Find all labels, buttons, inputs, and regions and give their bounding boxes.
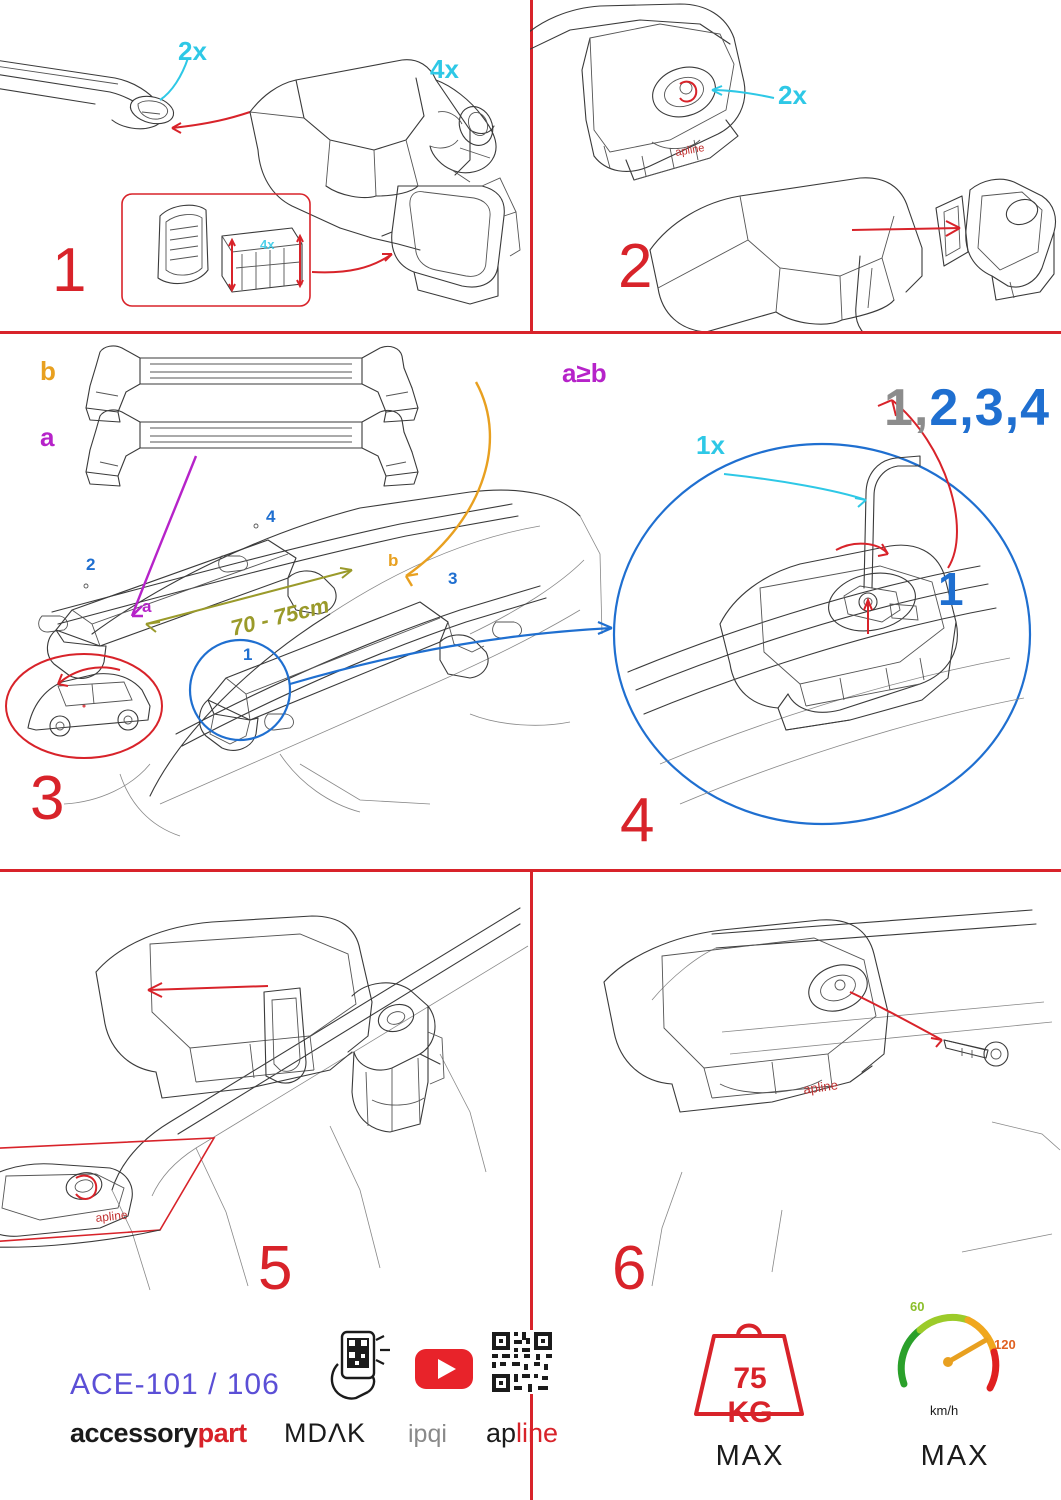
gauge-min-label: 60 — [910, 1299, 925, 1314]
bar-label-a: a — [40, 422, 55, 452]
qr-code-icon[interactable] — [490, 1330, 554, 1394]
brand-apline: apline — [486, 1418, 559, 1448]
foot-mark-2: 2 — [86, 555, 96, 574]
svg-text:apline: apline — [674, 142, 706, 159]
quantity-label-2x-endcap: 2x — [178, 36, 207, 66]
youtube-icon[interactable] — [414, 1348, 474, 1390]
weight-limit-value: 75 KG — [727, 1362, 773, 1429]
bar-label-b: b — [40, 356, 56, 386]
brand-mdak: MDΛK — [284, 1418, 367, 1448]
sequence-label: 1,2,3,4 — [884, 379, 1051, 437]
distance-label: 70 - 75cm — [228, 592, 332, 641]
step-number-5: 5 — [258, 1234, 294, 1303]
bar-tag-b: b — [388, 551, 399, 570]
model-code: ACE-101 / 106 — [70, 1368, 280, 1401]
quantity-label-4x-pad: 4x — [260, 237, 275, 252]
gauge-max-label: 120 — [994, 1337, 1016, 1352]
foot-mark-4: 4 — [266, 507, 276, 526]
weight-limit-caption: MAX — [715, 1440, 785, 1472]
quantity-label-2x-lock: 2x — [778, 80, 807, 110]
svg-text:apline: apline — [94, 1207, 129, 1225]
quantity-label-1x-key: 1x — [696, 430, 725, 460]
foot-mark-1: 1 — [243, 645, 253, 664]
bar-tag-a: a — [142, 597, 152, 616]
step-number-1: 1 — [52, 236, 88, 305]
speed-unit-label: km/h — [930, 1403, 959, 1418]
qr-hand-icon — [322, 1330, 400, 1402]
quantity-label-4x-foot: 4x — [430, 54, 459, 84]
step-number-3: 3 — [30, 764, 66, 833]
step-6-illustration — [532, 872, 1061, 1292]
step-number-2: 2 — [618, 232, 654, 301]
step-number-4: 4 — [620, 786, 656, 855]
brand-accessorypart: accessorypart — [70, 1418, 247, 1448]
foot-mark-3: 3 — [448, 569, 458, 588]
step-5-illustration — [0, 872, 530, 1292]
step-2-illustration — [530, 0, 1061, 331]
step-number-6: 6 — [612, 1234, 648, 1303]
condition-label: a≥b — [562, 358, 607, 388]
brand-ipqi: ipqi — [408, 1420, 447, 1448]
speed-limit-caption: MAX — [920, 1440, 990, 1472]
current-step-indicator: 1 — [938, 563, 965, 615]
svg-text:apline: apline — [802, 1077, 839, 1097]
